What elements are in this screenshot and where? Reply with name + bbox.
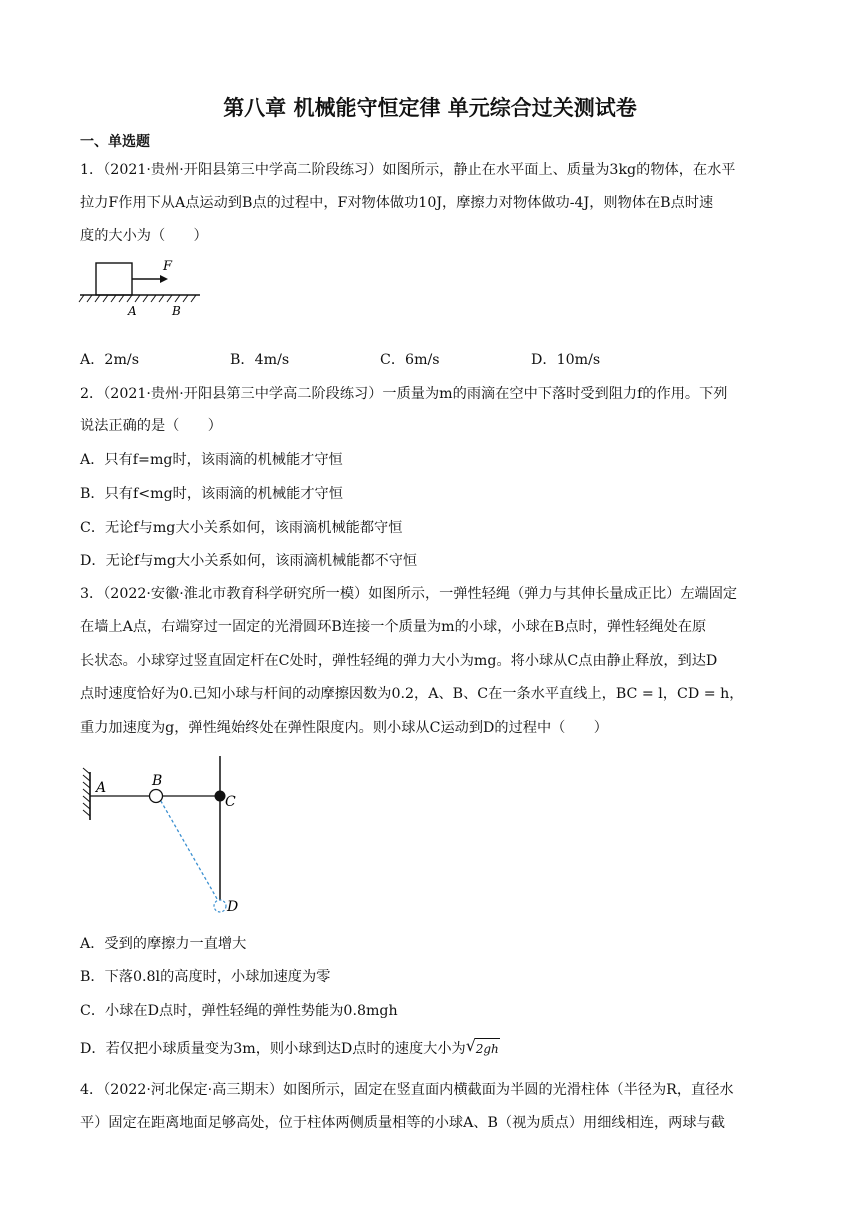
label-b: B — [152, 773, 163, 789]
wall-hatching — [83, 768, 90, 816]
q3-line-3: 长状态。小球穿过竖直固定杆在C处时，弹性轻绳的弹力大小为mg。将小球从C点由静止释放，到达D — [80, 653, 718, 669]
stretched-rope-dashed — [158, 796, 220, 904]
label-c: C — [225, 794, 236, 810]
q4-line-1: 4．（2022·河北保定·高三期末）如图所示，固定在竖直面内横截面为半圆的光滑柱体（半径为R，直径水 — [80, 1082, 734, 1098]
q3-option-a: A．受到的摩擦力一直增大 — [80, 936, 247, 952]
q2-line-2: 说法正确的是（ ） — [80, 418, 222, 434]
force-arrowhead — [160, 275, 168, 283]
q1-line-2: 拉力F作用下从A点运动到B点的过程中，F对物体做功10J，摩擦力对物体做功-4J，则物体在B点时速 — [80, 195, 714, 211]
q2-option-c: C．无论f与mg大小关系如何，该雨滴机械能都守恒 — [80, 520, 403, 536]
q1-figure — [78, 252, 208, 322]
q3-option-c: C．小球在D点时，弹性轻绳的弹性势能为0.8mgh — [80, 1003, 398, 1019]
q1-option-b: B．4m/s — [230, 352, 290, 368]
ring-b — [150, 790, 163, 803]
q2-option-a: A．只有f=mg时，该雨滴的机械能才守恒 — [80, 452, 343, 468]
page-title: 第八章 机械能守恒定律 单元综合过关测试卷 — [223, 96, 637, 120]
q4-line-2: 平）固定在距离地面足够高处，位于柱体两侧质量相等的小球A、B（视为质点）用细线相连，两球与截 — [80, 1115, 725, 1131]
label-d: D — [227, 899, 239, 915]
q3-line-1: 3．（2022·安徽·淮北市教育科学研究所一模）如图所示，一弹性轻绳（弹力与其伸长量成正比）左端固定 — [80, 586, 738, 602]
point-b-label: B — [172, 304, 181, 318]
ball-c — [215, 791, 226, 802]
sqrt-radicand: 2gh — [475, 1038, 500, 1059]
q3-line-4: 点时速度恰好为0.已知小球与杆间的动摩擦因数为0.2，A、B、C在一条水平直线上，BC = l，CD = h， — [80, 686, 744, 702]
q3-figure — [78, 752, 248, 922]
label-a: A — [96, 780, 107, 796]
q3-line-2: 在墙上A点，右端穿过一固定的光滑圆环B连接一个质量为m的小球，小球在B点时，弹性轻绳处在原 — [80, 619, 707, 635]
q1-option-d: D．10m/s — [531, 352, 601, 368]
sqrt-expression — [466, 1038, 500, 1059]
ball-d — [214, 900, 226, 912]
q2-line-1: 2．（2021·贵州·开阳县第三中学高二阶段练习）一质量为m的雨滴在空中下落时受到阻力f的作用。下列 — [80, 386, 728, 402]
q3-line-5: 重力加速度为g，弹性绳始终处在弹性限度内。则小球从C运动到D的过程中（ ） — [80, 720, 608, 736]
q1-line-1: 1．（2021·贵州·开阳县第三中学高二阶段练习）如图所示，静止在水平面上、质量为3kg的物体，在水平 — [80, 162, 736, 178]
force-label: F — [163, 259, 173, 274]
q3-option-b: B．下落0.8l的高度时，小球加速度为零 — [80, 969, 331, 985]
section-heading: 一、单选题 — [80, 134, 150, 150]
point-a-label: A — [128, 304, 137, 318]
q1-option-a: A．2m/s — [80, 352, 139, 368]
radical-sign: √ — [465, 1036, 476, 1055]
q3-option-d: D．若仅把小球质量变为3m，则小球到达D点时的速度大小为 — [80, 1041, 466, 1057]
q3-option-d-line — [80, 1038, 500, 1059]
q1-line-3: 度的大小为（ ） — [80, 228, 208, 244]
q2-option-b: B．只有f<mg时，该雨滴的机械能才守恒 — [80, 486, 343, 502]
ground-hatching — [79, 295, 196, 302]
q2-option-d: D．无论f与mg大小关系如何，该雨滴机械能都不守恒 — [80, 553, 418, 569]
block — [96, 263, 132, 295]
q1-option-c: C．6m/s — [380, 352, 440, 368]
